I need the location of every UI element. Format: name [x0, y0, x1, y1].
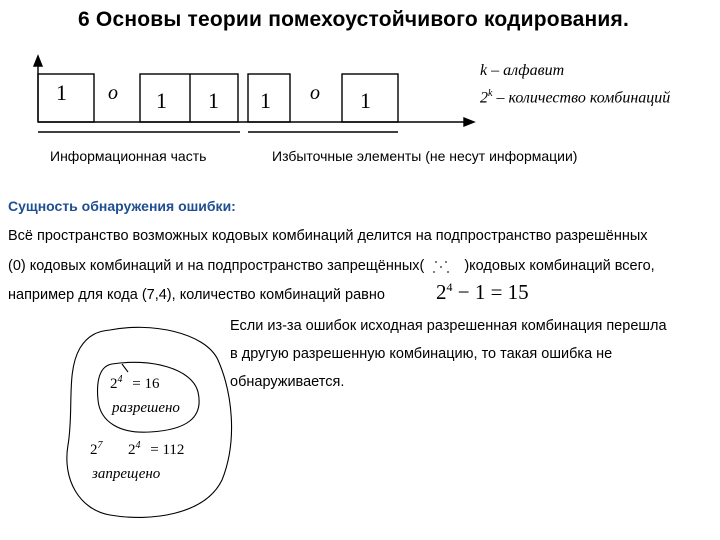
- bit-label: 1: [208, 88, 219, 113]
- bit-label: o: [108, 82, 118, 104]
- forbidden-label: запрещено: [92, 466, 161, 482]
- note-line: обнаруживается.: [230, 374, 345, 390]
- formula-exp: 4: [446, 280, 453, 294]
- bit-label: 1: [56, 80, 67, 105]
- bit-label: 1: [156, 88, 167, 113]
- paragraph-line: например для кода (7,4), количество комбинаций равно: [8, 287, 385, 303]
- note-line: Если из-за ошибок исходная разрешенная комбинация перешла: [230, 318, 667, 334]
- allowed-label: разрешено: [112, 400, 180, 416]
- sketch-exp: 7: [97, 440, 103, 451]
- combinations-text: – количество комбинаций: [496, 89, 671, 107]
- redundant-label: Избыточные элементы (не несут информации): [272, 148, 578, 164]
- exponent-k: k: [488, 88, 493, 99]
- paragraph-text: )кодовых комбинаций всего,: [464, 258, 655, 274]
- section-heading: Сущность обнаружения ошибки:: [8, 198, 236, 214]
- formula-rest: − 1 = 15: [457, 280, 529, 304]
- page-title: 6 Основы теории помехоустойчивого кодирования.: [78, 8, 630, 31]
- bit-label: 1: [260, 88, 271, 113]
- outer-space-curve: [67, 327, 232, 517]
- sketch-exp: 4: [117, 374, 123, 385]
- bit-label: 1: [360, 88, 371, 113]
- allowed-count: [110, 374, 159, 393]
- bit-label: o: [310, 82, 320, 104]
- sketch-exp: 4: [135, 440, 141, 451]
- sketch-base: 2: [90, 442, 98, 458]
- base-two: 2: [480, 89, 488, 107]
- sketch-eq: = 16: [132, 376, 160, 392]
- sketch-base: 2: [110, 376, 118, 392]
- formula-base: 2: [436, 280, 447, 304]
- sketch-base: 2: [128, 442, 136, 458]
- pen-mark: [122, 364, 128, 372]
- forbidden-count: [90, 440, 184, 459]
- paragraph-line: Всё пространство возможных кодовых комбинаций делится на подпространство разрешённых: [8, 228, 648, 244]
- paragraph-text: (0) кодовых комбинаций и на подпространство запрещённых(: [8, 258, 425, 274]
- allowed-region-curve: [98, 362, 200, 432]
- note-line: в другую разрешенную комбинацию, то такая ошибка не: [230, 346, 613, 362]
- alphabet-note: k – алфавит: [480, 62, 565, 79]
- info-part-label: Информационная часть: [50, 148, 207, 164]
- sketch-eq: = 112: [150, 442, 185, 458]
